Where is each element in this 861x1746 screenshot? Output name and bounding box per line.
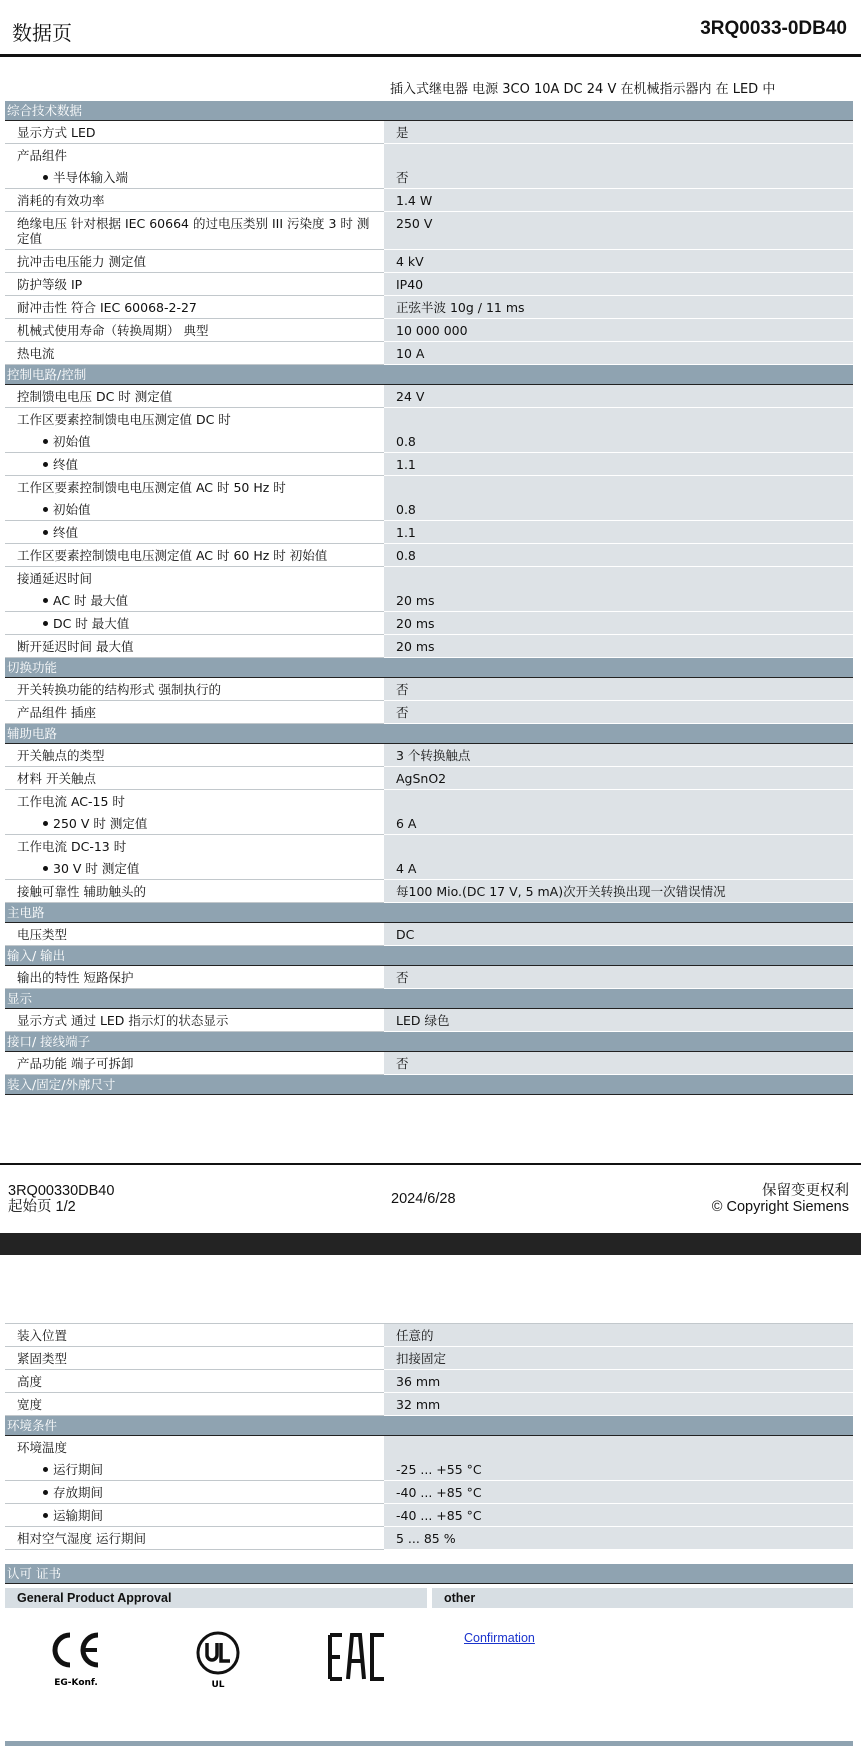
spec-value — [384, 144, 853, 166]
spec-row — [5, 1370, 853, 1393]
spec-value: 否 — [384, 166, 853, 189]
spec-value: 0.8 — [384, 498, 853, 521]
spec-label: 存放期间 — [5, 1481, 384, 1504]
spec-label: 工作电流 DC-13 时 — [17, 839, 127, 854]
ul-mark-icon — [193, 1631, 243, 1691]
bullet-icon — [43, 175, 48, 180]
spec-label: 耐冲击性 符合 IEC 60068-2-27 — [5, 296, 384, 319]
spec-value: 否 — [384, 966, 853, 989]
spec-label: 产品组件 — [17, 148, 68, 163]
bullet-icon — [43, 821, 48, 826]
spec-row — [5, 678, 853, 701]
spec-row — [5, 1052, 853, 1075]
spec-table — [5, 101, 853, 1095]
spec-label: 工作区要素控制馈电电压测定值 AC 时 60 Hz 时 初始值 — [5, 544, 384, 567]
spec-row — [5, 966, 853, 989]
spec-label: 接触可靠性 辅助触头的 — [5, 880, 384, 903]
spec-row — [5, 701, 853, 724]
spec-row — [5, 342, 853, 365]
spec-value: 正弦半波 10g / 11 ms — [384, 296, 853, 319]
spec-value: 任意的 — [384, 1324, 853, 1347]
bullet-icon — [43, 598, 48, 603]
spec-label: 产品组件 插座 — [5, 701, 384, 724]
spec-value: 否 — [384, 701, 853, 724]
spec-label: 运输期间 — [5, 1504, 384, 1527]
spec-value — [384, 408, 853, 430]
spec-row — [5, 1504, 853, 1527]
spec-value: 是 — [384, 121, 853, 144]
spec-row — [5, 476, 853, 498]
spec-label: 装入位置 — [5, 1324, 384, 1347]
bullet-icon — [43, 507, 48, 512]
section-header: 接口/ 接线端子 — [5, 1032, 853, 1052]
spec-row — [5, 453, 853, 476]
spec-row — [5, 319, 853, 342]
spec-label: 工作区要素控制馈电电压测定值 DC 时 — [17, 412, 231, 427]
section-header: 装入/固定/外廓尺寸 — [5, 1075, 853, 1095]
spec-value — [384, 835, 853, 857]
bullet-icon — [43, 1467, 48, 1472]
spec-value: 4 kV — [384, 250, 853, 273]
spec-row — [5, 790, 853, 812]
spec-row — [5, 923, 853, 946]
spec-label: 相对空气湿度 运行期间 — [5, 1527, 384, 1550]
spec-label: 断开延迟时间 最大值 — [5, 635, 384, 658]
section-header-environment: 环境条件 — [5, 1416, 853, 1436]
spec-row — [5, 1009, 853, 1032]
product-number: 3RQ0033-0DB40 — [700, 18, 847, 39]
spec-label: 高度 — [5, 1370, 384, 1393]
spec-value: 20 ms — [384, 589, 853, 612]
spec-value: 否 — [384, 678, 853, 701]
spec-value: 5 ... 85 % — [384, 1527, 853, 1550]
approval-col-general: General Product Approval — [5, 1588, 427, 1608]
spec-row — [5, 498, 853, 521]
spec-value: 10 A — [384, 342, 853, 365]
section-header: 输入/ 输出 — [5, 946, 853, 966]
page-footer — [0, 1163, 861, 1225]
bullet-icon — [43, 462, 48, 467]
spec-row — [5, 212, 853, 250]
spec-row — [5, 744, 853, 767]
spec-row — [5, 430, 853, 453]
spec-row — [5, 385, 853, 408]
spec-value: 扣接固定 — [384, 1347, 853, 1370]
next-section-header — [5, 1741, 853, 1746]
footer-date: 2024/6/28 — [391, 1191, 456, 1207]
spec-value: 6 A — [384, 812, 853, 835]
eac-mark-icon — [328, 1633, 388, 1681]
approval-col-other: other — [432, 1588, 853, 1608]
section-header-approvals: 认可 证书 — [5, 1564, 853, 1584]
spec-label: 绝缘电压 针对根据 IEC 60664 的过电压类别 III 污染度 3 时 测定值 — [5, 212, 384, 250]
bullet-icon — [43, 1490, 48, 1495]
spec-row — [5, 567, 853, 589]
spec-value: 32 mm — [384, 1393, 853, 1416]
spec-row — [5, 1347, 853, 1370]
spec-value: DC — [384, 923, 853, 946]
spec-value: AgSnO2 — [384, 767, 853, 790]
spec-label: 宽度 — [5, 1393, 384, 1416]
spec-label: 30 V 时 测定值 — [5, 857, 384, 880]
header-title: 数据页 — [12, 21, 72, 45]
spec-label: DC 时 最大值 — [5, 612, 384, 635]
section-header: 主电路 — [5, 903, 853, 923]
spec-label: 显示方式 通过 LED 指示灯的状态显示 — [5, 1009, 384, 1032]
spec-value — [384, 476, 853, 498]
spec-row — [5, 635, 853, 658]
section-header: 辅助电路 — [5, 724, 853, 744]
spec-row — [5, 767, 853, 790]
spec-value: 20 ms — [384, 635, 853, 658]
spec-label: 开关转换功能的结构形式 强制执行的 — [5, 678, 384, 701]
spec-row — [5, 521, 853, 544]
spec-label: 初始值 — [5, 430, 384, 453]
spec-row — [5, 273, 853, 296]
spec-row — [5, 1527, 853, 1550]
product-description: 插入式继电器 电源 3CO 10A DC 24 V 在机械指示器内 在 LED 中 — [390, 82, 776, 97]
spec-label: 初始值 — [5, 498, 384, 521]
spec-value: 36 mm — [384, 1370, 853, 1393]
spec-value: 24 V — [384, 385, 853, 408]
bullet-icon — [43, 866, 48, 871]
spec-row — [5, 857, 853, 880]
spec-row — [5, 296, 853, 319]
spec-value: 10 000 000 — [384, 319, 853, 342]
footer-copyright: © Copyright Siemens — [711, 1199, 849, 1215]
section-header: 切换功能 — [5, 658, 853, 678]
datasheet-page-2 — [0, 1255, 861, 1746]
spec-label: 运行期间 — [5, 1458, 384, 1481]
spec-value: 4 A — [384, 857, 853, 880]
spec-label: 接通延迟时间 — [17, 571, 93, 586]
page-separator — [0, 1233, 861, 1255]
spec-row — [5, 812, 853, 835]
spec-label: 热电流 — [5, 342, 384, 365]
section-header: 控制电路/控制 — [5, 365, 853, 385]
section-header: 综合技术数据 — [5, 101, 853, 121]
spec-value: LED 绿色 — [384, 1009, 853, 1032]
spec-label: 控制馈电电压 DC 时 测定值 — [5, 385, 384, 408]
ce-mark-label: EG-Konf. — [54, 1678, 98, 1688]
spec-row — [5, 121, 853, 144]
spec-value: 每100 Mio.(DC 17 V, 5 mA)次开关转换出现一次错误情况 — [384, 880, 853, 903]
ul-mark-label: UL — [211, 1680, 225, 1690]
spec-row — [5, 612, 853, 635]
footer-rights: 保留变更权利 — [762, 1183, 849, 1199]
spec-label: 抗冲击电压能力 测定值 — [5, 250, 384, 273]
spec-value: -40 ... +85 °C — [384, 1504, 853, 1527]
spec-label: 产品功能 端子可拆卸 — [5, 1052, 384, 1075]
spec-label: 环境温度 — [17, 1440, 68, 1455]
spec-label: 消耗的有效功率 — [5, 189, 384, 212]
spec-value: 否 — [384, 1052, 853, 1075]
spec-label: 250 V 时 测定值 — [5, 812, 384, 835]
footer-order-number: 3RQ00330DB40 — [8, 1183, 115, 1199]
ce-mark-icon — [48, 1630, 104, 1692]
spec-row — [5, 166, 853, 189]
spec-label: 机械式使用寿命（转换周期） 典型 — [5, 319, 384, 342]
spec-value: 1.4 W — [384, 189, 853, 212]
spec-row — [5, 1393, 853, 1416]
spec-table-continued — [5, 1323, 853, 1550]
page-header — [0, 0, 861, 57]
approval-header-row — [5, 1588, 853, 1608]
spec-row — [5, 144, 853, 166]
spec-value — [384, 790, 853, 812]
spec-label: 半导体输入端 — [5, 166, 384, 189]
spec-row — [5, 408, 853, 430]
spec-value: 1.1 — [384, 521, 853, 544]
confirmation-link[interactable]: Confirmation — [464, 1631, 535, 1645]
spec-value: IP40 — [384, 273, 853, 296]
spec-label: 工作电流 AC-15 时 — [17, 794, 125, 809]
spec-label: 紧固类型 — [5, 1347, 384, 1370]
spec-value: -25 ... +55 °C — [384, 1458, 853, 1481]
spec-row — [5, 835, 853, 857]
spec-label: 防护等级 IP — [5, 273, 384, 296]
spec-label: 材料 开关触点 — [5, 767, 384, 790]
spec-value: 20 ms — [384, 612, 853, 635]
spec-label: 电压类型 — [5, 923, 384, 946]
spec-label: 显示方式 LED — [5, 121, 384, 144]
spec-row — [5, 250, 853, 273]
footer-page-number: 起始页 1/2 — [8, 1199, 76, 1215]
spec-value — [384, 567, 853, 589]
spec-label: AC 时 最大值 — [5, 589, 384, 612]
spec-row — [5, 1481, 853, 1504]
section-header: 显示 — [5, 989, 853, 1009]
spec-label: 输出的特性 短路保护 — [5, 966, 384, 989]
spec-label: 开关触点的类型 — [5, 744, 384, 767]
spec-row — [5, 1436, 853, 1458]
spec-value — [384, 1436, 853, 1458]
spec-row — [5, 189, 853, 212]
spec-row — [5, 1324, 853, 1347]
bullet-icon — [43, 530, 48, 535]
spec-value: 3 个转换触点 — [384, 744, 853, 767]
spec-row — [5, 880, 853, 903]
bullet-icon — [43, 621, 48, 626]
spec-row — [5, 589, 853, 612]
spec-value: 0.8 — [384, 430, 853, 453]
spec-label: 终值 — [5, 521, 384, 544]
spec-label: 终值 — [5, 453, 384, 476]
spec-row — [5, 1458, 853, 1481]
bullet-icon — [43, 439, 48, 444]
spec-label: 工作区要素控制馈电电压测定值 AC 时 50 Hz 时 — [17, 480, 286, 495]
spec-value: 0.8 — [384, 544, 853, 567]
spec-value: -40 ... +85 °C — [384, 1481, 853, 1504]
spec-value: 250 V — [384, 212, 853, 250]
spec-row — [5, 544, 853, 567]
bullet-icon — [43, 1513, 48, 1518]
spec-value: 1.1 — [384, 453, 853, 476]
